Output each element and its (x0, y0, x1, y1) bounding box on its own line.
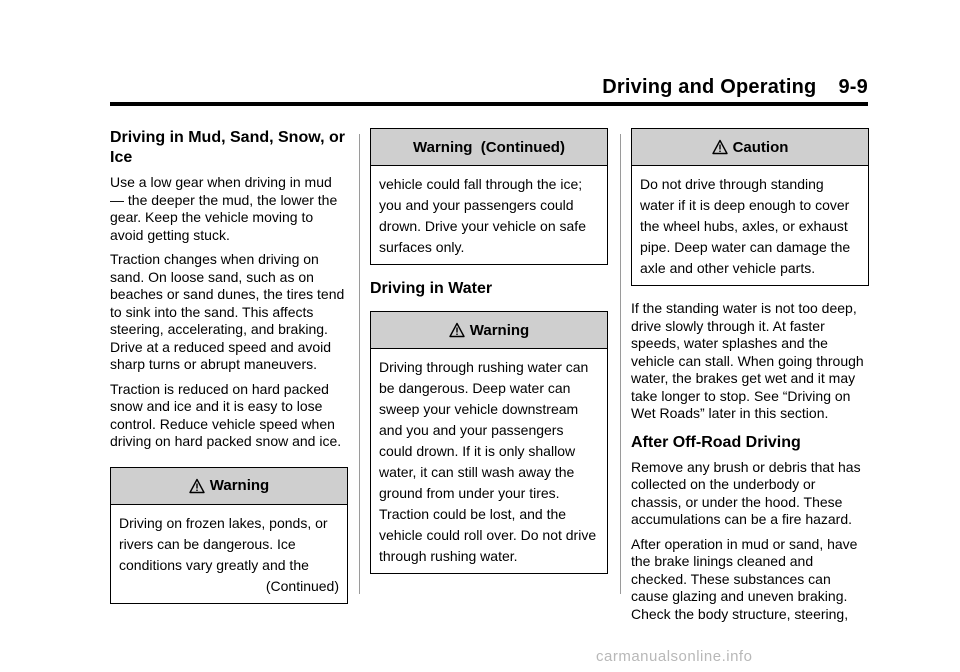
paragraph: Remove any brush or debris that has collected on the underbody or chassis, or under the hood. These accumulations can be a fire hazard. (631, 458, 861, 527)
warning-title: Warning (209, 477, 270, 494)
watermark: carmanualsonline.info (596, 648, 753, 665)
warning-header (371, 312, 607, 349)
warning-text: Driving through rushing water can be dangerous. Deep water can sweep your vehicle downstream and you and your passengers could drown. If it is only shallow water, it can still wash away the ground from under your tires. Traction could be lost, and the vehicle could roll over. Do not drive through rushing water. (379, 359, 597, 564)
warning-box-rushing-water (370, 311, 608, 574)
page-number: 9-9 (838, 76, 868, 98)
warning-icon (189, 478, 205, 494)
warning-body (111, 505, 347, 603)
caution-body (632, 166, 868, 285)
warning-icon (712, 139, 728, 155)
section-heading-after-off-road: After Off-Road Driving (631, 433, 801, 451)
column-divider (359, 134, 360, 594)
paragraph: After operation in mud or sand, have the brake linings cleaned and checked. These substances can cause glazing and uneven braking. Check the body structure, steering, (631, 535, 858, 622)
paragraph: Traction is reduced on hard packed snow and ice and it is easy to lose control. Reduce vehicle speed when driving on hard packed snow and ice. (110, 380, 342, 449)
warning-title: Warning (469, 321, 530, 339)
caution-header (632, 129, 868, 166)
warning-header (111, 468, 347, 505)
warning-body (371, 166, 607, 264)
paragraph: Use a low gear when driving in mud — the deeper the mud, the lower the gear. Keep the vehicle moving to avoid getting stuck. (110, 174, 338, 243)
continued-label: (Continued) (265, 577, 339, 594)
header-rule (110, 102, 868, 106)
warning-continued-box (370, 128, 608, 265)
column-1 (110, 128, 348, 614)
caution-title: Caution (732, 138, 789, 156)
warning-title: Warning (Continued) (413, 138, 565, 156)
section-title: Driving and Operating (602, 76, 817, 98)
section-heading-mud-sand-snow-ice: Driving in Mud, Sand, Snow, or Ice (110, 129, 345, 166)
column-3 (631, 128, 869, 630)
caution-text: Do not drive through standing water if it is deep enough to cover the wheel hubs, axles, or exhaust pipe. Deep water can damage the axle and other vehicle parts. (640, 176, 851, 276)
column-2 (370, 128, 608, 584)
warning-header (371, 129, 607, 166)
caution-box (631, 128, 869, 286)
page-header (0, 76, 868, 99)
warning-text: vehicle could fall through the ice; you and your passengers could drown. Drive your vehicle on safe surfaces only. (379, 176, 586, 255)
paragraph: Traction changes when driving on sand. On loose sand, such as on beaches or sand dunes, the tires tend to sink into the sand. This affects steering, accelerating, and braking. Drive at a reduced speed and avoid sharp turns or abrupt maneuvers. (110, 251, 345, 372)
section-heading-driving-in-water: Driving in Water (370, 280, 493, 297)
warning-text: Driving on frozen lakes, ponds, or rivers can be dangerous. Ice conditions vary greatly and the (119, 514, 328, 573)
paragraph: If the standing water is not too deep, drive slowly through it. At faster speeds, water splashes and the vehicle can stall. When going through water, the brakes get wet and it may take longer to stop. See “Driving on Wet Roads” later in this section. (631, 300, 864, 421)
warning-icon (449, 322, 465, 338)
warning-box-frozen-lakes (110, 467, 348, 604)
warning-body (371, 349, 607, 573)
column-divider (620, 134, 621, 594)
